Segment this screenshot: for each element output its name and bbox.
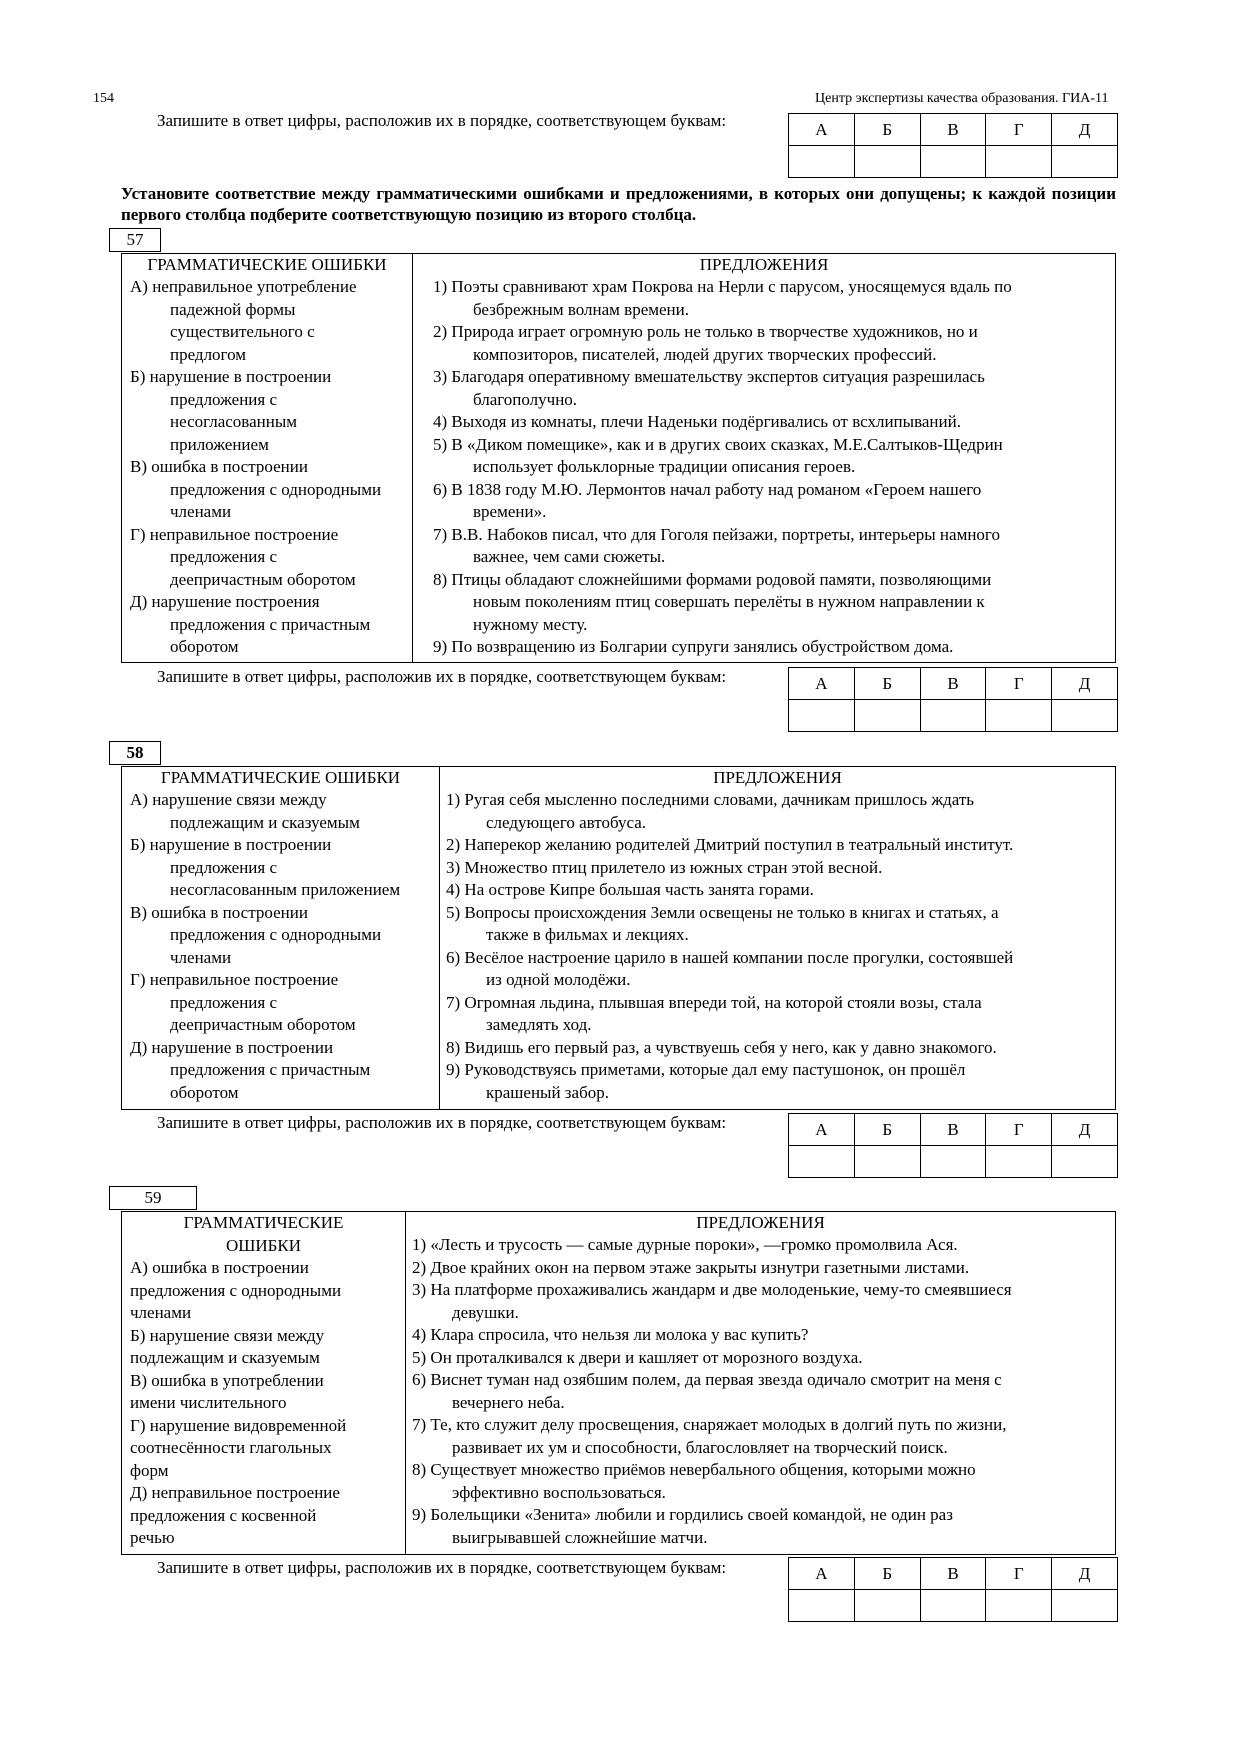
sentence-item: 9) По возвращению из Болгарии супруги занялись обустройством дома. [433,637,954,656]
sentence-item: 3) Благодаря оперативному вмешательству экспертов ситуация разрешилась благополучно. [433,367,985,409]
match-table [121,253,1116,663]
answer-cell[interactable] [789,1146,855,1178]
answer-letter: Б [854,114,920,146]
error-item: Д) неправильное построение предложения с косвенной речью [130,1483,340,1547]
answer-cell[interactable] [920,1146,986,1178]
sentences-column [440,767,1115,1109]
error-item: В) ошибка в употреблении имени числительного [130,1370,324,1412]
answer-letter: А [789,1558,855,1590]
error-item: В) ошибка в построении предложения с однородными членами [130,457,382,521]
answer-cell[interactable] [1052,1146,1118,1178]
answer-cell[interactable] [1052,700,1118,732]
sentence-item: 2) Наперекор желанию родителей Дмитрий поступил в театральный институт. [446,835,1014,854]
sentence-item: 1) Поэты сравнивают храм Покрова на Нерли с парусом, уносящемуся вдаль по безбрежным волнам времени. [433,277,1012,319]
answer-letter: А [789,1114,855,1146]
sentence-item: 5) Он проталкивался к двери и кашляет от морозного воздуха. [412,1347,863,1367]
sentence-item: 5) В «Диком помещике», как и в других своих сказках, М.Е.Салтыков-Щедрин использует фольклорные традиции описания героев. [433,434,1003,476]
answer-letter: В [920,668,986,700]
error-item: А) неправильное употребление падежной формы существительного с предлогом [130,277,357,364]
sentence-item: 4) На острове Кипре большая часть занята горами. [446,880,814,899]
answer-instruction: Запишите в ответ цифры, расположив их в порядке, соответствующем буквам: [157,667,727,686]
errors-column [122,1212,406,1554]
errors-column-header: ГРАММАТИЧЕСКИЕ ОШИБКИ [147,255,387,274]
error-item: Г) неправильное построение предложения с деепричастным оборотом [130,970,356,1034]
page-number: 154 [93,91,114,106]
answer-grid [788,667,1118,732]
sentence-item: 8) Птицы обладают сложнейшими формами родовой памяти, позволяющими новым поколениям птиц совершать перелёты в нужном направлении к нужному месту. [433,569,992,634]
sentences-column-header: ПРЕДЛОЖЕНИЯ [696,1213,825,1232]
answer-letter: Б [854,668,920,700]
sentence-item: 8) Видишь его первый раз, а чувствуешь себя у него, как у давно знакомого. [446,1037,997,1057]
answer-cell[interactable] [986,146,1052,178]
sentence-item: 2) Природа играет огромную роль не только в творчестве художников, но и композиторов, писателей, людей других творческих профессий. [433,322,978,364]
answer-letter: Д [1052,1114,1118,1146]
answer-grid [788,1113,1118,1178]
answer-letter: Д [1052,114,1118,146]
answer-letter: В [920,1558,986,1590]
answer-cell[interactable] [789,700,855,732]
errors-column [122,767,440,1109]
answer-cell[interactable] [854,700,920,732]
answer-cell[interactable] [1052,1590,1118,1622]
sentence-item: 4) Клара спросила, что нельзя ли молока у вас купить? [412,1325,809,1344]
answer-letter: Б [854,1558,920,1590]
answer-letter: Б [854,1114,920,1146]
answer-cell[interactable] [986,1146,1052,1178]
sentence-item: 6) Виснет туман над озябшим полем, да первая звезда одичало смотрит на меня с вечернего неба. [412,1370,1002,1412]
answer-cell[interactable] [920,1590,986,1622]
error-item: Б) нарушение в построении предложения с несогласованным приложением [130,367,332,454]
error-item: В) ошибка в построении предложения с однородными членами [130,902,382,967]
answer-letter: Г [986,1558,1052,1590]
sentence-item: 9) Болельщики «Зенита» любили и гордились своей командой, не один раз выигрывавшей сложнейшие матчи. [412,1505,953,1547]
sentence-item: 7) В.В. Набоков писал, что для Гоголя пейзажи, портреты, интерьеры намного важнее, чем сами сюжеты. [433,524,1000,566]
sentence-item: 3) На платформе прохаживались жандарм и две молоденькие, чему-то смеявшиеся девушки. [412,1280,1012,1322]
answer-letter: Д [1052,668,1118,700]
sentence-item: 5) Вопросы происхождения Земли освещены не только в книгах и статьях, а также в фильмах и лекциях. [446,902,999,944]
answer-cell[interactable] [920,146,986,178]
answer-cell[interactable] [854,1590,920,1622]
answer-cell[interactable] [789,146,855,178]
answer-letter: В [920,1114,986,1146]
errors-column [122,254,413,662]
answer-letter: Г [986,668,1052,700]
sentence-item: 2) Двое крайних окон на первом этаже закрыты изнутри газетными листами. [412,1257,970,1277]
errors-column-header: ГРАММАТИЧЕСКИЕ ОШИБКИ [160,768,401,787]
error-item: Б) нарушение в построении предложения с несогласованным приложением [130,835,401,899]
sentence-item: 6) Весёлое настроение царило в нашей компании после прогулки, состоявшей из одной молодёжи. [446,947,1014,989]
answer-letter: Д [1052,1558,1118,1590]
error-item: Г) нарушение видовременной соотнесённости глагольных форм [130,1415,347,1480]
sentence-item: 6) В 1838 году М.Ю. Лермонтов начал работу над романом «Героем нашего времени». [433,479,982,521]
sentence-item: 7) Огромная льдина, плывшая впереди той, на которой стояли возы, стала замедлять ход. [446,992,982,1034]
answer-instruction-text: Запишите в ответ цифры, расположив их в порядке, соответствующем буквам: [157,111,727,130]
error-item: Д) нарушение построения предложения с причастным оборотом [130,592,371,656]
answer-cell[interactable] [789,1590,855,1622]
error-item: Б) нарушение связи между подлежащим и сказуемым [130,1325,325,1367]
answer-letter: А [789,668,855,700]
answer-instruction: Запишите в ответ цифры, расположив их в порядке, соответствующем буквам: [157,1113,727,1132]
sentences-column [413,254,1115,662]
sentence-item: 4) Выходя из комнаты, плечи Наденьки подёргивались от всхлипываний. [433,412,961,431]
sentence-item: 1) «Лесть и трусость — самые дурные пороки», —громко промолвила Ася. [412,1235,958,1254]
answer-cell[interactable] [920,700,986,732]
answer-grid [788,113,1118,178]
answer-instruction [121,110,781,131]
sentences-column-header: ПРЕДЛОЖЕНИЯ [713,768,842,787]
sentence-item: 9) Руководствуясь приметами, которые дал ему пастушонок, он прошёл крашеный забор. [446,1060,966,1102]
error-item: Д) нарушение в построении предложения с причастным оборотом [130,1037,371,1102]
answer-letter: В [920,114,986,146]
answer-cell[interactable] [986,700,1052,732]
answer-instruction: Запишите в ответ цифры, расположив их в порядке, соответствующем буквам: [157,1558,727,1577]
page-header-source: Центр экспертизы качества образования. ГИА-11 [815,91,1109,106]
sentence-item: 7) Те, кто служит делу просвещения, снаряжает молодых в долгий путь по жизни, развивает их ум и способности, благословляет на творческий поиск. [412,1415,1007,1457]
answer-letter: Г [986,114,1052,146]
answer-letter: Г [986,1114,1052,1146]
task-number-box: 57 [109,228,161,252]
error-item: А) ошибка в построении предложения с однородными членами [130,1258,342,1322]
sentence-item: 3) Множество птиц прилетело из южных стран этой весной. [446,857,883,877]
sentence-item: 8) Существует множество приёмов невербального общения, которыми можно эффективно воспользоваться. [412,1460,976,1502]
answer-grid [788,1557,1118,1622]
task-number-box: 58 [109,741,161,765]
answer-cell[interactable] [986,1590,1052,1622]
match-table [121,1211,1116,1555]
error-item: А) нарушение связи между подлежащим и сказуемым [130,790,360,832]
task-number-box: 59 [109,1186,197,1210]
answer-cell[interactable] [854,146,920,178]
answer-cell[interactable] [1052,146,1118,178]
answer-cell[interactable] [854,1146,920,1178]
answer-letter: А [789,114,855,146]
error-item: Г) неправильное построение предложения с деепричастным оборотом [130,524,356,589]
errors-column-header: ГРАММАТИЧЕСКИЕ ОШИБКИ [183,1213,344,1255]
match-table [121,766,1116,1110]
sentence-item: 1) Ругая себя мысленно последними словами, дачникам пришлось ждать следующего автобуса. [446,790,975,832]
task-intro: Установите соответствие между грамматическими ошибками и предложениями, в которых они допущены; к каждой позиции первого столбца подберите соответствующую позицию из второго столбца. [121,184,1116,224]
sentences-column [406,1212,1115,1554]
sentences-column-header: ПРЕДЛОЖЕНИЯ [699,255,829,274]
